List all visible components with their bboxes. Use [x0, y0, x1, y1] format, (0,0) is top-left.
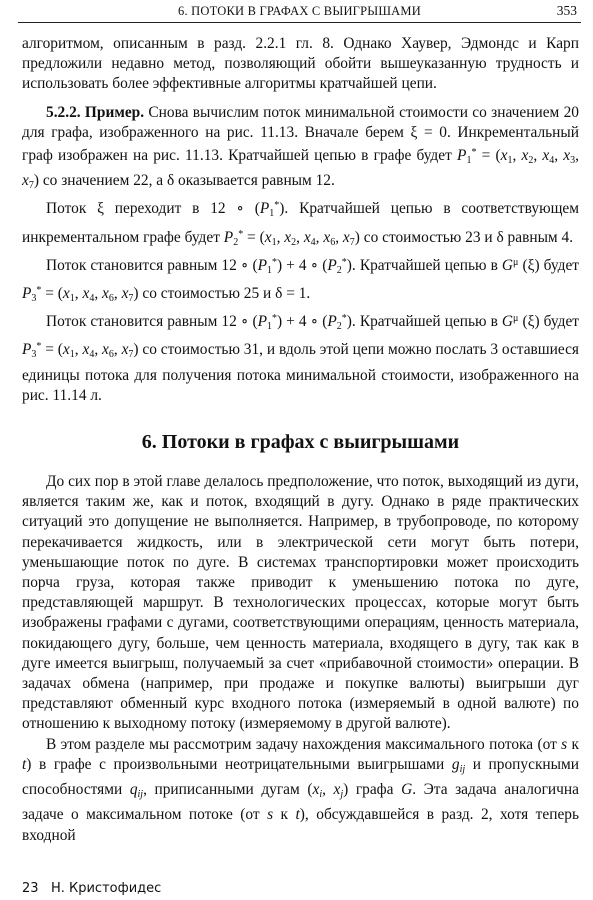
running-title: 6. ПОТОКИ В ГРАФАХ С ВЫИГРЫШАМИ: [178, 4, 421, 18]
section-title: 6. Потоки в графах с выигрышами: [141, 431, 460, 454]
running-header: [18, 0, 581, 23]
author-name: Н. Кристофидес: [50, 881, 162, 896]
footer-signature: [22, 881, 161, 896]
page-body: [22, 34, 579, 846]
signature-number: 23: [22, 881, 39, 896]
section-paragraph-1: До сих пор в этой главе делалось предположение, что поток, выходящий из дуги, является таким же, как и поток, входящий в дугу. Однако в ряде практических ситуаций это допущение не выполняется. Например, в трубопроводе, по которому перекачивается жидкость, или в электрической сети могут быть потери, уменьшающие поток по дуге. В системах транспортировки может происходить порча груза, которая также приводит к уменьшению потока по дуге, представляющей маршрут. В технологических процессах, которые могут быть изображены графами с дугами, соответствующими операциям, ценность материала, покидающего дугу, больше, чем ценность материала, входящего в дугу, так как в дуге имеется выигрыш, получаемый за счет «прибавочной стоимости» операции. В задачах обмена (например, при продаже и покупке валюты) выигрыши дуг представляют обменный курс входного потока (измеряемый в одной валюте) по отношению к выходному потоку (измеряемому в другой валюте).: [22, 473, 579, 733]
section-paragraph-2: В этом разделе мы рассмотрим задачу нахождения максимального потока (от s к t) в графе с произвольными неотрицательными выигрышами $g_{ij}$ и пропускными способностями $q_{ij}$, приписанными дугам ($x_i$, $x_j$) графа G. Эта задача аналогична задаче о максимальном потоке (от s к t), обсуждавшейся в разд. 2, хотя теперь входной: [22, 735, 579, 844]
example-paragraph-3: Поток становится равным 12 ∘ $(P_1^*) + 4$ ∘ $(P_2^*)$. Кратчайшей цепью в $G^\mu$ (ξ) будет $P_3^* = (x_1$, $x_4$, $x_6$, $x_7$) со стоимостью 25 и δ = 1.: [22, 256, 579, 305]
example-label: 5.2.2. Пример.: [46, 103, 145, 121]
paragraph-continuation: алгоритмом, описанным в разд. 2.2.1 гл. 8. Однако Хаувер, Эдмондс и Карп предложили недавно метод, позволяющий обойти вышеуказанную трудность и использовать более эффективные алгоритмы кратчайшей цепи.: [22, 35, 579, 93]
example-paragraph-1: 5.2.2. Пример. Снова вычислим поток минимальной стоимости со значением 20 для графа, изображенного на рис. 11.13. Вначале берем ξ = 0. Инкрементальный граф изображен на рис. 11.13. Кратчайшей цепью в графе будет $P_1^* = (x_1$, $x_2$, $x_4$, $x_3$, $x_7$) со значением 22, а δ оказывается равным 12.: [22, 103, 579, 192]
page-number: 353: [556, 3, 577, 18]
example-paragraph-2: Поток ξ переходит в 12 ∘ $(P_1^*)$. Кратчайшей цепью в соответствующем инкрементальном графе будет $P_2^* = (x_1$, $x_2$, $x_4$, $x_6$, $x_7$) со стоимостью 23 и δ равным 4.: [22, 200, 579, 248]
example-paragraph-4: Поток становится равным 12 ∘ $(P_1^*) + 4$ ∘ $(P_2^*)$. Кратчайшей цепью в $G^\mu$ (ξ) будет $P_3^* = (x_1$, $x_4$, $x_6$, $x_7$) со стоимостью 31, и вдоль этой цепи можно послать 3 оставшиеся единицы потока для получения потока минимальной стоимости, изображенного на рис. 11.14 л.: [22, 313, 580, 404]
